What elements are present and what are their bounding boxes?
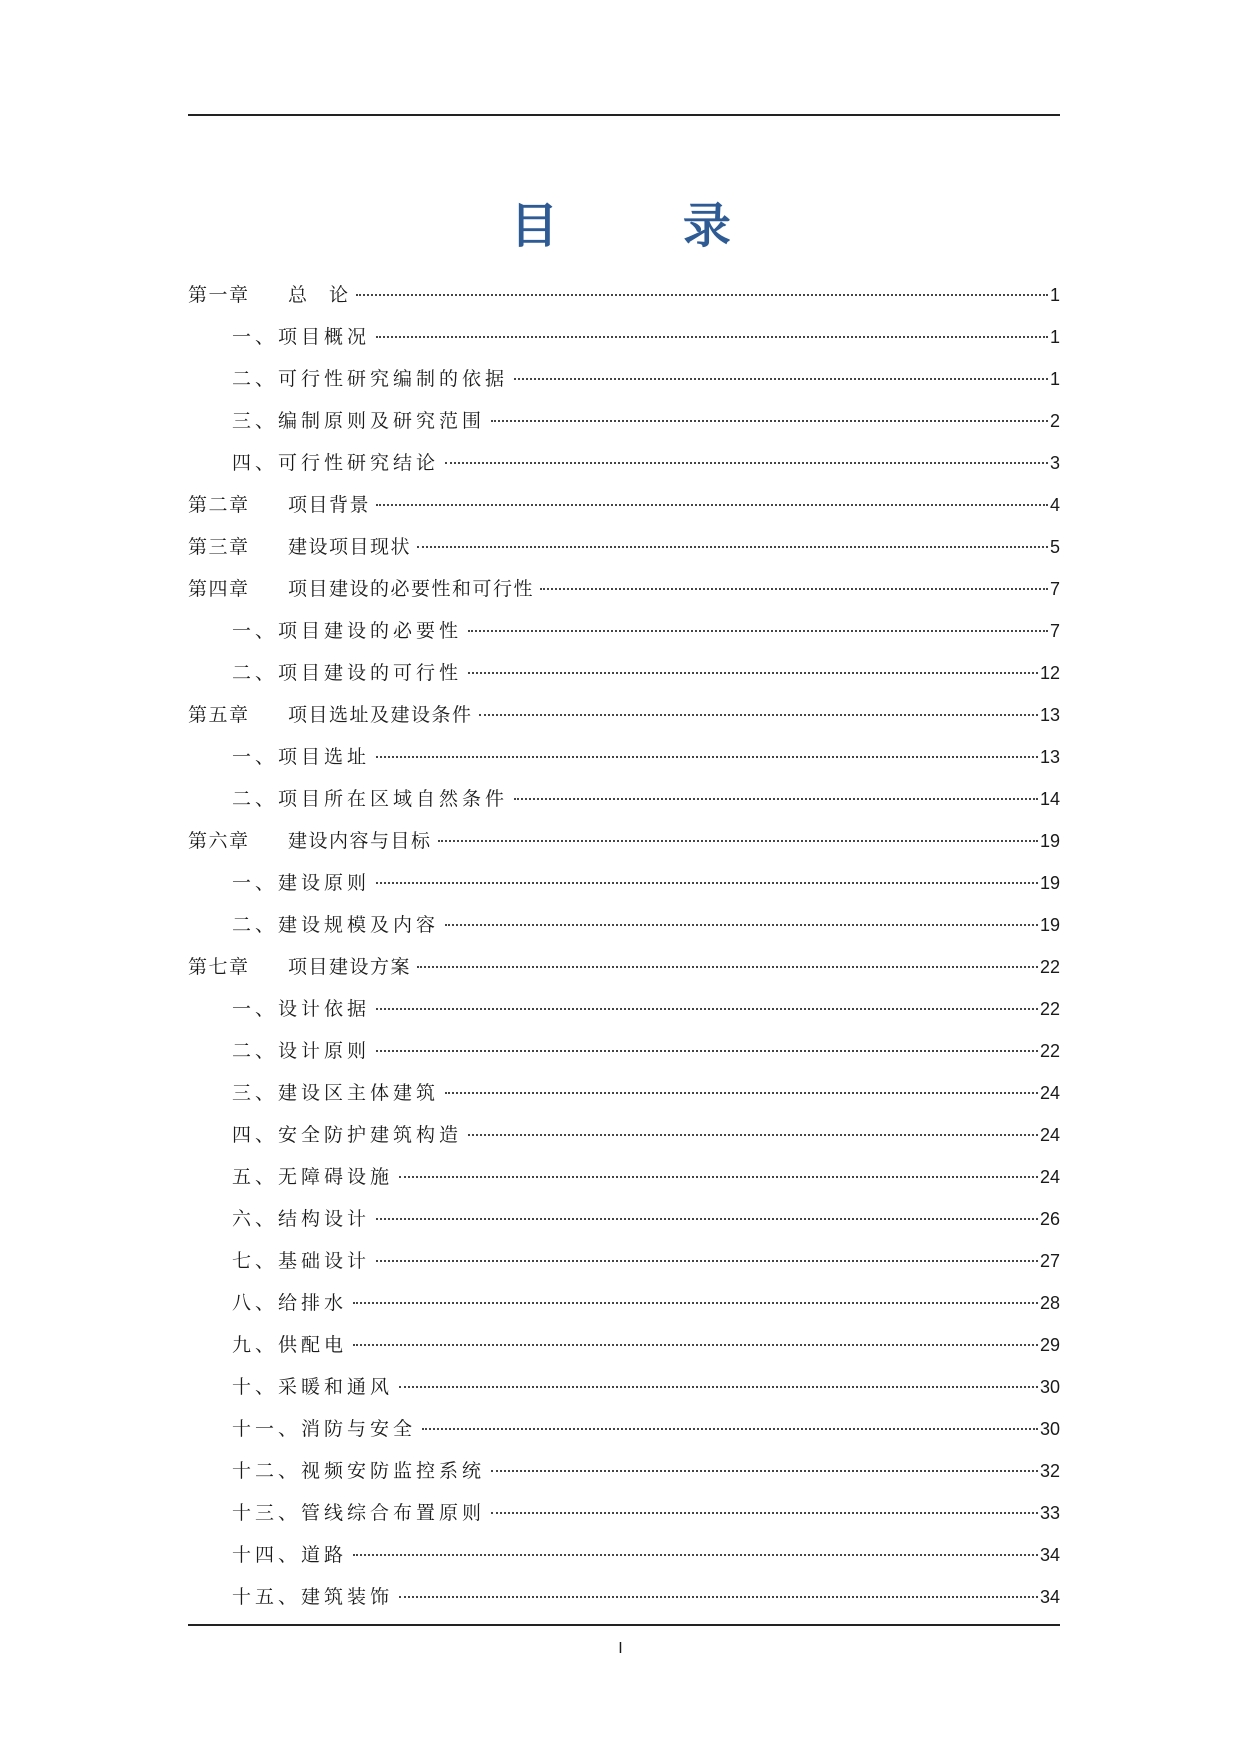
dot-leader (445, 1092, 1038, 1094)
toc-entry-page: 1 (1049, 369, 1060, 389)
toc-entry-number: 第六章 (188, 830, 250, 852)
toc-entry-number: 二、 (232, 788, 279, 810)
toc-entry-number: 一、 (232, 326, 279, 348)
toc-entry-label: 安全防护建筑构造 (278, 1124, 463, 1146)
toc-section-entry[interactable] (188, 616, 1060, 658)
dot-leader (438, 840, 1038, 842)
toc-section-entry[interactable] (188, 1288, 1060, 1330)
toc-entry-page: 33 (1039, 1503, 1060, 1523)
toc-entry-number: 十二、 (232, 1460, 302, 1482)
toc-entry-number: 二、 (232, 1040, 279, 1062)
page-title: 目 录 (510, 198, 785, 254)
toc-entry-number: 八、 (232, 1292, 279, 1314)
toc-entry-label: 项目所在区域自然条件 (278, 788, 509, 810)
toc-section-entry[interactable] (188, 994, 1060, 1036)
toc-section-entry[interactable] (188, 1498, 1060, 1540)
table-of-contents (188, 280, 1060, 1624)
toc-entry-label: 建设区主体建筑 (278, 1082, 440, 1104)
toc-entry-number: 五、 (232, 1166, 279, 1188)
toc-entry-number: 一、 (232, 998, 279, 1020)
toc-entry-label: 管线综合布置原则 (301, 1502, 486, 1524)
toc-entry-label: 可行性研究编制的依据 (278, 368, 509, 390)
toc-entry-number: 一、 (232, 620, 279, 642)
toc-section-entry[interactable] (188, 742, 1060, 784)
dot-leader (356, 294, 1048, 296)
toc-entry-number: 第四章 (188, 578, 250, 600)
toc-entry-number: 二、 (232, 368, 279, 390)
toc-entry-page: 7 (1049, 621, 1060, 641)
toc-section-entry[interactable] (188, 1246, 1060, 1288)
dot-leader (376, 756, 1038, 758)
toc-entry-page: 29 (1039, 1335, 1060, 1355)
toc-entry-page: 13 (1039, 705, 1060, 725)
toc-chapter-entry[interactable] (188, 280, 1060, 322)
toc-entry-page: 34 (1039, 1545, 1060, 1565)
toc-chapter-entry[interactable] (188, 700, 1060, 742)
toc-section-entry[interactable] (188, 364, 1060, 406)
dot-leader (399, 1596, 1038, 1598)
toc-entry-number: 十四、 (232, 1544, 302, 1566)
toc-entry-label: 建筑装饰 (301, 1586, 394, 1608)
toc-entry-label: 设计原则 (278, 1040, 371, 1062)
dot-leader (376, 1050, 1038, 1052)
toc-entry-number: 六、 (232, 1208, 279, 1230)
dot-leader (417, 966, 1038, 968)
toc-entry-number: 第一章 (188, 284, 250, 306)
toc-section-entry[interactable] (188, 1078, 1060, 1120)
dot-leader (491, 1470, 1038, 1472)
dot-leader (468, 630, 1048, 632)
toc-chapter-entry[interactable] (188, 952, 1060, 994)
dot-leader (514, 378, 1048, 380)
toc-entry-page: 22 (1039, 999, 1060, 1019)
dot-leader (422, 1428, 1038, 1430)
toc-entry-page: 28 (1039, 1293, 1060, 1313)
toc-entry-page: 14 (1039, 789, 1060, 809)
dot-leader (376, 504, 1048, 506)
toc-entry-number: 十三、 (232, 1502, 302, 1524)
dot-leader (491, 420, 1048, 422)
dot-leader (399, 1176, 1038, 1178)
toc-entry-page: 19 (1039, 873, 1060, 893)
dot-leader (445, 924, 1038, 926)
toc-entry-label: 基础设计 (278, 1250, 371, 1272)
toc-entry-label: 项目建设的可行性 (278, 662, 463, 684)
toc-entry-label: 无障碍设施 (278, 1166, 394, 1188)
dot-leader (376, 1008, 1038, 1010)
toc-entry-label: 建设规模及内容 (278, 914, 440, 936)
toc-entry-label: 结构设计 (278, 1208, 371, 1230)
toc-entry-page: 1 (1049, 327, 1060, 347)
toc-entry-label: 项目概况 (278, 326, 371, 348)
toc-entry-page: 12 (1039, 663, 1060, 683)
toc-chapter-entry[interactable] (188, 490, 1060, 532)
toc-entry-page: 22 (1039, 1041, 1060, 1061)
toc-entry-page: 19 (1039, 831, 1060, 851)
toc-chapter-entry[interactable] (188, 574, 1060, 616)
toc-entry-page: 34 (1039, 1587, 1060, 1607)
footer-rule (188, 1624, 1060, 1626)
toc-entry-page: 19 (1039, 915, 1060, 935)
dot-leader (445, 462, 1048, 464)
toc-section-entry[interactable] (188, 1540, 1060, 1582)
toc-entry-label: 项目建设的必要性和可行性 (288, 578, 535, 600)
toc-section-entry[interactable] (188, 1582, 1060, 1624)
toc-entry-number: 十、 (232, 1376, 279, 1398)
toc-entry-page: 4 (1049, 495, 1060, 515)
toc-entry-number: 第五章 (188, 704, 250, 726)
toc-entry-number: 第二章 (188, 494, 250, 516)
dot-leader (376, 336, 1048, 338)
toc-section-entry[interactable] (188, 1456, 1060, 1498)
toc-section-entry[interactable] (188, 1036, 1060, 1078)
toc-entry-page: 30 (1039, 1419, 1060, 1439)
toc-chapter-entry[interactable] (188, 532, 1060, 574)
toc-entry-label: 给排水 (278, 1292, 348, 1314)
toc-entry-label: 项目选址 (278, 746, 371, 768)
toc-entry-number: 一、 (232, 872, 279, 894)
toc-entry-label: 建设原则 (278, 872, 371, 894)
dot-leader (399, 1386, 1038, 1388)
dot-leader (353, 1302, 1038, 1304)
dot-leader (376, 1218, 1038, 1220)
toc-entry-label: 建设内容与目标 (288, 830, 432, 852)
dot-leader (514, 798, 1038, 800)
dot-leader (353, 1344, 1038, 1346)
dot-leader (417, 546, 1048, 548)
toc-entry-page: 32 (1039, 1461, 1060, 1481)
toc-section-entry[interactable] (188, 1414, 1060, 1456)
toc-entry-page: 13 (1039, 747, 1060, 767)
toc-section-entry[interactable] (188, 868, 1060, 910)
toc-section-entry[interactable] (188, 1162, 1060, 1204)
toc-entry-label: 供配电 (278, 1334, 348, 1356)
toc-section-entry[interactable] (188, 322, 1060, 364)
dot-leader (376, 1260, 1038, 1262)
header-rule (188, 114, 1060, 116)
toc-entry-number: 三、 (232, 410, 279, 432)
toc-entry-label: 总 论 (288, 284, 350, 306)
dot-leader (540, 588, 1048, 590)
toc-entry-page: 22 (1039, 957, 1060, 977)
toc-entry-page: 2 (1049, 411, 1060, 431)
toc-entry-label: 可行性研究结论 (278, 452, 440, 474)
toc-entry-page: 1 (1049, 285, 1060, 305)
toc-entry-number: 十五、 (232, 1586, 302, 1608)
toc-section-entry[interactable] (188, 910, 1060, 952)
page-number: I (618, 1640, 623, 1657)
toc-entry-page: 5 (1049, 537, 1060, 557)
toc-entry-page: 3 (1049, 453, 1060, 473)
toc-entry-label: 采暖和通风 (278, 1376, 394, 1398)
toc-chapter-entry[interactable] (188, 826, 1060, 868)
toc-entry-number: 一、 (232, 746, 279, 768)
toc-entry-label: 项目建设的必要性 (278, 620, 463, 642)
toc-entry-number: 第七章 (188, 956, 250, 978)
toc-section-entry[interactable] (188, 1204, 1060, 1246)
toc-entry-page: 30 (1039, 1377, 1060, 1397)
toc-entry-number: 九、 (232, 1334, 279, 1356)
toc-entry-page: 24 (1039, 1083, 1060, 1103)
toc-entry-page: 24 (1039, 1125, 1060, 1145)
toc-entry-label: 消防与安全 (301, 1418, 417, 1440)
toc-entry-page: 27 (1039, 1251, 1060, 1271)
toc-section-entry[interactable] (188, 1330, 1060, 1372)
toc-entry-number: 七、 (232, 1250, 279, 1272)
toc-entry-label: 项目选址及建设条件 (288, 704, 473, 726)
dot-leader (353, 1554, 1038, 1556)
toc-entry-number: 二、 (232, 914, 279, 936)
dot-leader (479, 714, 1038, 716)
toc-entry-label: 建设项目现状 (288, 536, 412, 558)
dot-leader (376, 882, 1038, 884)
toc-section-entry[interactable] (188, 406, 1060, 448)
dot-leader (491, 1512, 1038, 1514)
toc-entry-label: 编制原则及研究范围 (278, 410, 486, 432)
toc-entry-label: 项目建设方案 (288, 956, 412, 978)
toc-section-entry[interactable] (188, 448, 1060, 490)
dot-leader (468, 672, 1038, 674)
toc-entry-number: 第三章 (188, 536, 250, 558)
toc-entry-label: 项目背景 (288, 494, 371, 516)
toc-entry-number: 二、 (232, 662, 279, 684)
toc-entry-page: 24 (1039, 1167, 1060, 1187)
dot-leader (468, 1134, 1038, 1136)
toc-section-entry[interactable] (188, 1372, 1060, 1414)
toc-section-entry[interactable] (188, 1120, 1060, 1162)
toc-section-entry[interactable] (188, 658, 1060, 700)
toc-entry-number: 三、 (232, 1082, 279, 1104)
toc-entry-number: 四、 (232, 1124, 279, 1146)
toc-entry-number: 四、 (232, 452, 279, 474)
toc-entry-label: 视频安防监控系统 (301, 1460, 486, 1482)
toc-entry-page: 7 (1049, 579, 1060, 599)
toc-section-entry[interactable] (188, 784, 1060, 826)
toc-entry-page: 26 (1039, 1209, 1060, 1229)
toc-entry-number: 十一、 (232, 1418, 302, 1440)
toc-entry-label: 设计依据 (278, 998, 371, 1020)
toc-entry-label: 道路 (301, 1544, 348, 1566)
